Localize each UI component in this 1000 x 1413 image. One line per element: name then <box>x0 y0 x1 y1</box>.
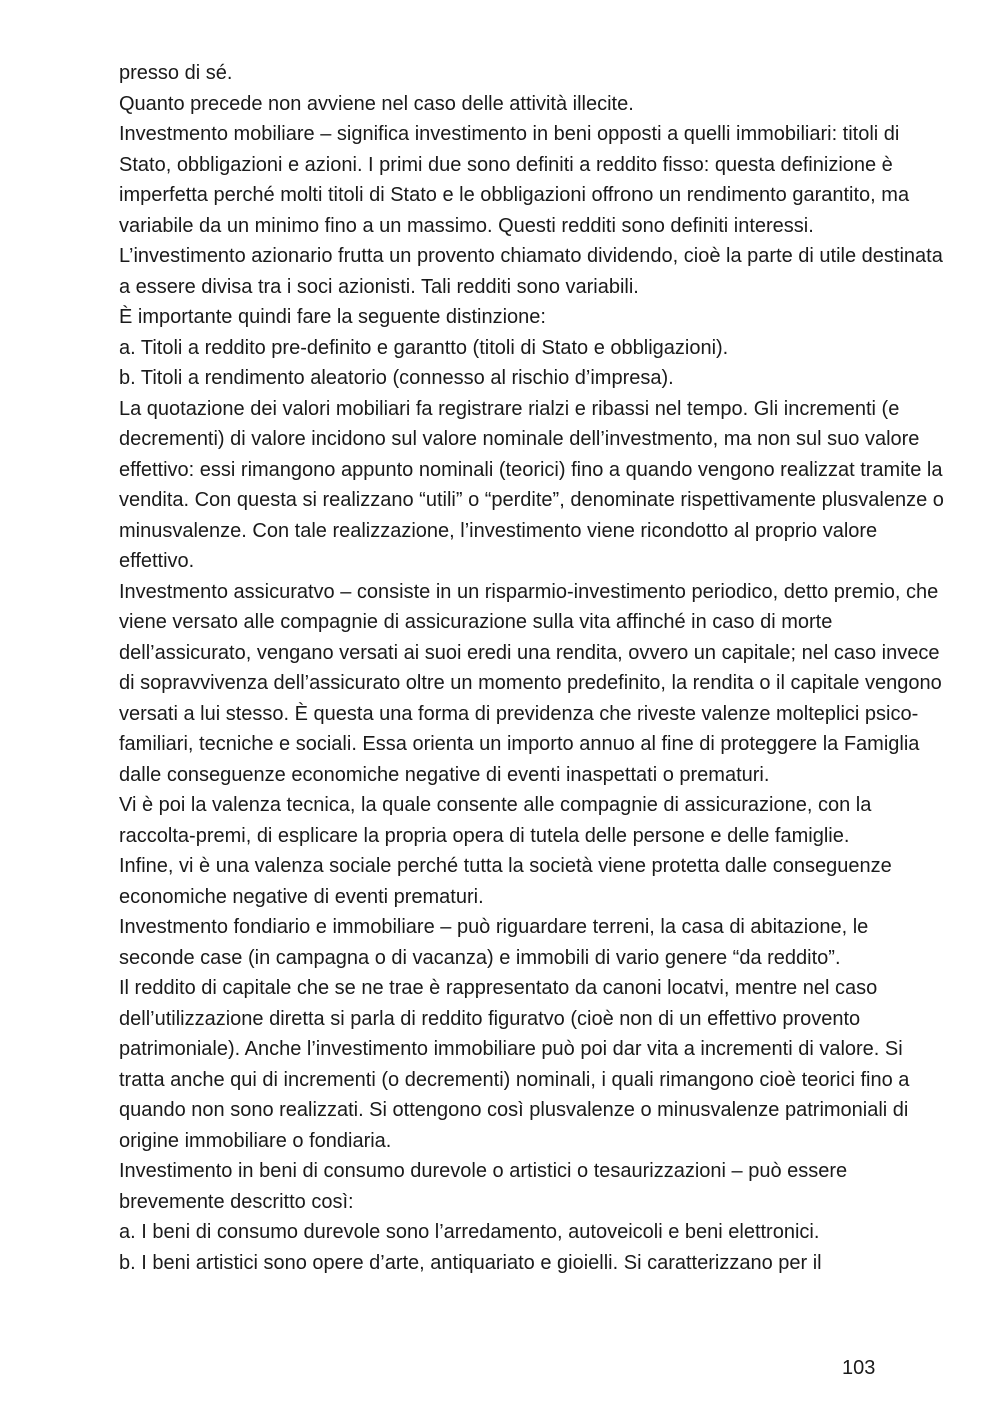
paragraph: Quanto precede non avviene nel caso delle attività illecite. <box>119 92 634 115</box>
paragraph: Investimento in beni di consumo durevole o artistici o tesaurizzazioni – può essere brevemente descritto così: <box>119 1160 848 1213</box>
paragraph: Il reddito di capitale che se ne trae è rappresentato da canoni locatvi, mentre nel caso dell’utilizzazione diretta si parla di reddito figuratvo (cioè non di un effettivo provento patrimoniale). Anche l’investimento immobiliare può poi dar vita a incrementi di valore. Si tratta anche qui di incrementi (o decrementi) nominali, i quali rimangono cioè teorici fino a quando non sono realizzati. Si ottengono così plusvalenze o minusvalenze patrimoniali di origine immobiliare o fondiaria. <box>119 977 910 1152</box>
list-item: b. Titoli a rendimento aleatorio (connesso al rischio d’impresa). <box>119 367 674 389</box>
paragraph: Vi è poi la valenza tecnica, la quale consente alle compagnie di assicurazione, con la raccolta-premi, di esplicare la propria opera di tutela delle persone e delle famiglie. <box>119 794 872 847</box>
list-item: b. I beni artistici sono opere d’arte, antiquariato e gioielli. Si caratterizzano per il <box>119 1251 822 1274</box>
paragraph: Investmento assicuratvo – consiste in un risparmio-investimento periodico, detto premio, che viene versato alle compagnie di assicurazione sulla vita affinché in caso di morte dell’assicurato, vengano versati ai suoi eredi una rendita, ovvero un capitale; nel caso invece di sopravvivenza dell’assicurato oltre un momento predefinito, la rendita o il capitale vengono versati a lui stesso. È questa una forma di previdenza che riveste valenze molteplici psico-familiari, tecniche e sociali. Essa orienta un importo annuo al fine di proteggere la Famiglia dalle conseguenze economiche negative di eventi inaspettati o prematuri. <box>119 580 942 786</box>
paragraph: La quotazione dei valori mobiliari fa registrare rialzi e ribassi nel tempo. Gli incrementi (e decrementi) di valore incidono sul valore nominale dell’investmento, ma non sul suo valore effettivo: essi rimangono appunto nominali (teorici) fino a quando vengono realizzat tramite la vendita. Con questa si realizzano “utili” o “perdite”, denominate rispettivamente plusvalenze o minusvalenze. Con tale realizzazione, l’investimento viene ricondotto al proprio valore effettivo. <box>119 397 944 572</box>
paragraph: Infine, vi è una valenza sociale perché tutta la società viene protetta dalle conseguenze economiche negative di eventi prematuri. <box>119 855 892 908</box>
paragraph: L’investimento azionario frutta un provento chiamato dividendo, cioè la parte di utile destinata a essere divisa tra i soci azionisti. Tali redditi sono variabili. <box>119 245 943 298</box>
paragraph: presso di sé. <box>119 62 233 84</box>
paragraph: Investmento fondiario e immobiliare – può riguardare terreni, la casa di abitazione, le seconde case (in campagna o di vacanza) e immobili di vario genere “da reddito”. <box>119 916 869 969</box>
list-item: a. I beni di consumo durevole sono l’arredamento, autoveicoli e beni elettronici. <box>119 1221 820 1243</box>
page-body <box>119 58 949 1278</box>
page-number: 103 <box>842 1357 876 1379</box>
paragraph: È importante quindi fare la seguente distinzione: <box>119 306 546 328</box>
list-item: a. Titoli a reddito pre-definito e garantto (titoli di Stato e obbligazioni). <box>119 336 729 359</box>
paragraph: Investmento mobiliare – significa investimento in beni opposti a quelli immobiliari: titoli di Stato, obbligazioni e azioni. I primi due sono definiti a reddito fisso: questa definizione è imperfetta perché molti titoli di Stato e le obbligazioni offrono un rendimento garantito, ma variabile da un minimo fino a un massimo. Questi redditi sono definiti interessi. <box>119 123 910 237</box>
